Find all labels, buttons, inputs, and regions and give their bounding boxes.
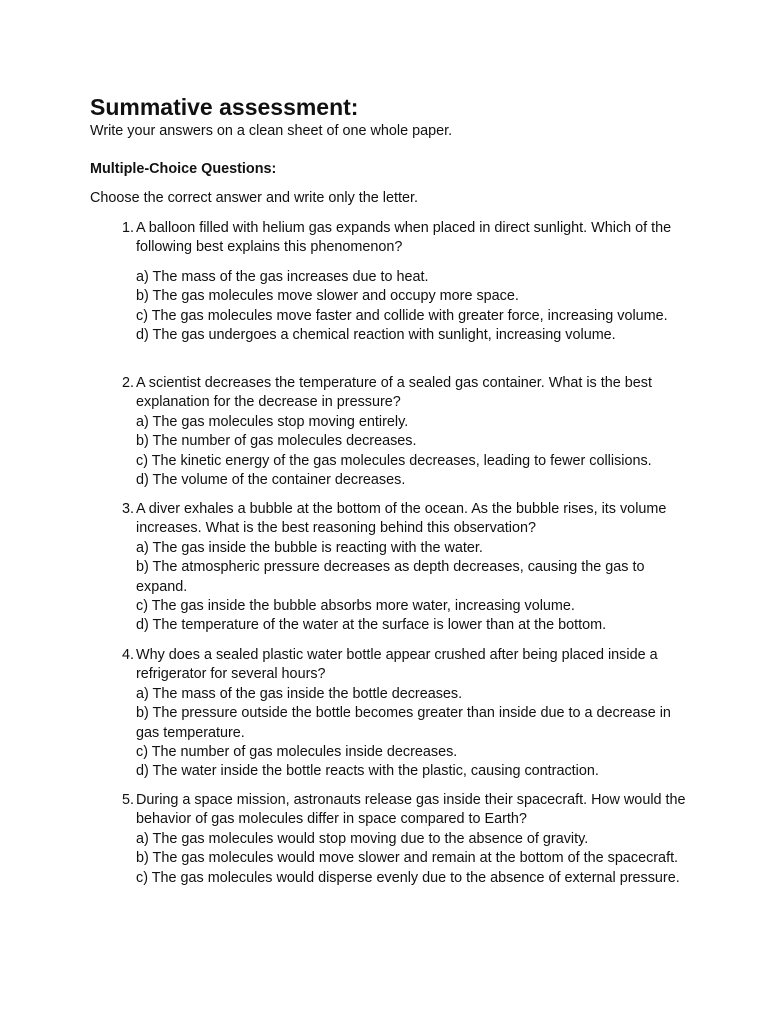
question-text: A scientist decreases the temperature of a sealed gas container. What is the best explanation for the decrease in pressure? (136, 375, 652, 411)
option-b: b) The number of gas molecules decreases. (136, 433, 417, 450)
answer-options (136, 413, 688, 491)
answer-options (136, 830, 688, 888)
option-b: b) The gas molecules would move slower and remain at the bottom of the spacecraft. (136, 850, 679, 867)
question-text: A balloon filled with helium gas expands when placed in direct sunlight. Which of the following best explains this phenomenon? (136, 220, 672, 256)
answer-options (136, 539, 688, 636)
section-heading: Multiple-Choice Questions: (90, 161, 277, 177)
question-number: 2. (121, 375, 134, 391)
answer-instruction: Write your answers on a clean sheet of one whole paper. (90, 123, 453, 139)
option-b: b) The atmospheric pressure decreases as depth decreases, causing the gas to expand. (136, 559, 645, 595)
question-body (136, 646, 688, 782)
option-d: d) The volume of the container decreases. (136, 472, 406, 489)
question-direction: Choose the correct answer and write only the letter. (90, 190, 418, 206)
option-a: a) The gas molecules stop moving entirely. (136, 413, 409, 430)
question-body (136, 374, 688, 490)
option-a: a) The gas inside the bubble is reacting with the water. (136, 539, 483, 556)
option-b: b) The pressure outside the bottle becomes greater than inside due to a decrease in gas temperature. (136, 705, 671, 741)
option-d: d) The gas undergoes a chemical reaction with sunlight, increasing volume. (136, 327, 616, 344)
option-d: d) The water inside the bottle reacts with the plastic, causing contraction. (136, 763, 599, 780)
option-c: c) The gas molecules move faster and collide with greater force, increasing volume. (136, 307, 668, 324)
option-b: b) The gas molecules move slower and occupy more space. (136, 288, 519, 305)
option-c: c) The kinetic energy of the gas molecules decreases, leading to fewer collisions. (136, 452, 652, 469)
option-a: a) The mass of the gas increases due to heat. (136, 268, 429, 285)
question-body (136, 500, 688, 636)
option-c: c) The number of gas molecules inside decreases. (136, 744, 458, 761)
page-title: Summative assessment: (90, 94, 359, 120)
question-number: 5. (121, 792, 134, 808)
question-text: A diver exhales a bubble at the bottom of the ocean. As the bubble rises, its volume increases. What is the best reasoning behind this observation? (136, 501, 667, 537)
question-number: 4. (121, 647, 134, 663)
question-text: Why does a sealed plastic water bottle appear crushed after being placed inside a refrigerator for several hours? (136, 647, 658, 683)
answer-options (136, 268, 688, 346)
answer-options (136, 685, 688, 782)
question-number: 3. (121, 501, 134, 517)
option-a: a) The gas molecules would stop moving due to the absence of gravity. (136, 830, 589, 847)
question-text: During a space mission, astronauts release gas inside their spacecraft. How would the behavior of gas molecules differ in space compared to Earth? (136, 792, 686, 828)
option-a: a) The mass of the gas inside the bottle decreases. (136, 685, 463, 702)
question-number: 1. (121, 220, 134, 236)
option-c: c) The gas molecules would disperse evenly due to the absence of external pressure. (136, 869, 680, 886)
option-d: d) The temperature of the water at the surface is lower than at the bottom. (136, 617, 607, 634)
option-c: c) The gas inside the bubble absorbs more water, increasing volume. (136, 598, 575, 615)
question-body (136, 219, 688, 345)
question-body (136, 791, 688, 888)
